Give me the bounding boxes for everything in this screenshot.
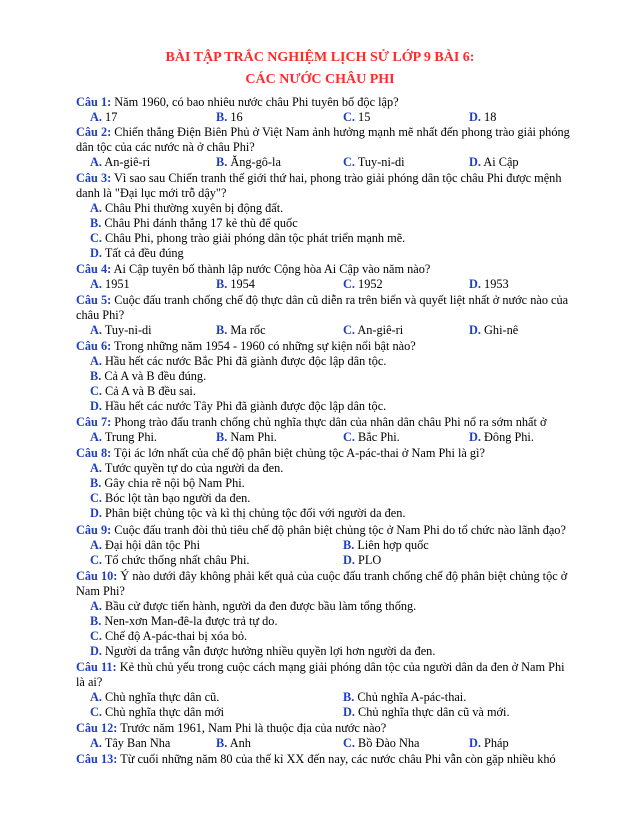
option-a: A. 1951	[90, 277, 130, 291]
question-text-cont: là ai?	[76, 675, 103, 689]
question-text-cont: danh là "Đại lục mới trỗ dậy"?	[76, 186, 227, 200]
option-d: D. Ghi-nê	[469, 323, 519, 337]
option-a: A. 17	[90, 110, 118, 124]
question-number: Câu 1:	[76, 95, 112, 109]
option-c: C. 15	[343, 110, 371, 124]
question-text: Trong những năm 1954 - 1960 có những sự kiện nổi bật nào?	[114, 339, 416, 353]
question-number: Câu 5:	[76, 293, 112, 307]
option-d: D. 1953	[469, 277, 509, 291]
question-13	[76, 751, 556, 767]
option-a: A. Châu Phi thường xuyên bị động đất.	[90, 201, 284, 215]
option-d: D. Ai Cập	[469, 155, 519, 169]
question-text: Năm 1960, có bao nhiêu nước châu Phi tuyên bố độc lập?	[114, 95, 399, 109]
option-b: B. Liên hợp quốc	[343, 538, 429, 552]
question-number: Câu 10:	[76, 569, 118, 583]
option-d: D. Tất cả đều đúng	[90, 246, 184, 260]
option-a: A. Trung Phi.	[90, 430, 157, 444]
option-b: B. Ăng-gô-la	[216, 155, 281, 169]
option-a: A. An-giê-ri	[90, 155, 151, 169]
question-5	[76, 292, 568, 308]
option-b: B. Ma rốc	[216, 323, 266, 337]
question-10	[76, 568, 567, 584]
option-c: C. Chế độ A-pác-thai bị xóa bỏ.	[90, 629, 248, 643]
question-number: Câu 6:	[76, 339, 112, 353]
question-number: Câu 2:	[76, 125, 112, 139]
option-a: A. Tước quyền tự do của người da đen.	[90, 461, 284, 475]
question-number: Câu 11:	[76, 660, 117, 674]
question-text: Ai Cập tuyên bố thành lập nước Cộng hòa Ai Cập vào năm nào?	[113, 262, 431, 276]
question-text: Tội ác lớn nhất của chế độ phân biệt chủng tộc A-pác-thai ở Nam Phi là gì?	[114, 446, 485, 460]
option-c: C. 1952	[343, 277, 383, 291]
option-c: C. Bồ Đào Nha	[343, 736, 420, 750]
option-a: A. Tuy-ni-di	[90, 323, 152, 337]
question-4	[76, 261, 430, 277]
question-6	[76, 338, 416, 354]
question-text-cont: Nam Phi?	[76, 584, 125, 598]
option-b: B. Cả A và B đều đúng.	[90, 369, 207, 383]
option-b: B. Châu Phi đánh thắng 17 kẻ thù để quốc	[90, 216, 298, 230]
question-number: Câu 4:	[76, 262, 112, 276]
option-c: C. Chủ nghĩa thực dân mới	[90, 705, 225, 719]
option-a: A. Chủ nghĩa thực dân cũ.	[90, 690, 220, 704]
option-a: A. Đại hội dân tộc Phi	[90, 538, 200, 552]
option-d: D. Pháp	[469, 736, 509, 750]
question-number: Câu 9:	[76, 523, 112, 537]
question-7	[76, 414, 546, 430]
option-b: B. Nam Phi.	[216, 430, 277, 444]
question-number: Câu 8:	[76, 446, 112, 460]
question-text: Ý nào dưới đây không phải kết quả của cuộc đấu tranh chống chế độ phân biệt chủng tộc ở	[120, 569, 568, 583]
option-c: C. Bắc Phi.	[343, 430, 400, 444]
question-number: Câu 7:	[76, 415, 112, 429]
question-text: Chiến thắng Điện Biên Phủ ở Việt Nam ảnh hưởng mạnh mẽ nhất đến phong trào giải phóng	[114, 125, 570, 139]
document-subtitle: CÁC NƯỚC CHÂU PHI	[245, 72, 395, 87]
option-d: D. Đông Phi.	[469, 430, 534, 444]
question-12	[76, 720, 386, 736]
option-a: A. Bầu cử được tiến hành, người da đen được bầu làm tổng thống.	[90, 599, 417, 613]
question-2	[76, 124, 570, 140]
option-c: C. An-giê-ri	[343, 323, 404, 337]
option-d: D. 18	[469, 110, 497, 124]
option-d: D. Hầu hết các nước Tây Phi đã giành được độc lập dân tộc.	[90, 399, 387, 413]
question-1	[76, 94, 399, 110]
option-d: D. Chủ nghĩa thực dân cũ và mới.	[343, 705, 510, 719]
question-text: Từ cuối những năm 80 của thế kỉ XX đến nay, các nước châu Phi vẫn còn gặp nhiều khó	[120, 752, 556, 766]
question-9	[76, 522, 566, 538]
option-c: C. Cả A và B đều sai.	[90, 384, 196, 398]
option-b: B. Chủ nghĩa A-pác-thai.	[343, 690, 467, 704]
question-text: Cuộc đấu tranh đòi thủ tiêu chế độ phân biệt chủng tộc ở Nam Phi do tổ chức nào lãnh đạo?	[114, 523, 566, 537]
option-b: B. 1954	[216, 277, 255, 291]
option-c: C. Tổ chức thống nhất châu Phi.	[90, 553, 250, 567]
option-b: B. Gây chia rẽ nội bộ Nam Phi.	[90, 476, 245, 490]
question-text-cont: dân tộc của các nước nà ở châu Phi?	[76, 140, 255, 154]
question-text: Phong trào đấu tranh chống chủ nghĩa thực dân của nhân dân châu Phi nổ ra sớm nhất ở	[114, 415, 547, 429]
question-text: Trước năm 1961, Nam Phi là thuộc địa của nước nào?	[120, 721, 387, 735]
option-a: A. Tây Ban Nha	[90, 736, 171, 750]
question-11	[76, 659, 565, 675]
question-number: Câu 3:	[76, 171, 112, 185]
option-d: D. Người da trắng vẫn được hưởng nhiều quyền lợi hơn người da đen.	[90, 644, 436, 658]
option-b: B. Anh	[216, 736, 251, 750]
option-d: D. Phân biệt chủng tộc và kì thị chủng tộc đối với người da đen.	[90, 506, 406, 520]
question-8	[76, 445, 485, 461]
option-d: D. PLO	[343, 553, 382, 567]
question-text: Vì sao sau Chiến tranh thế giới thứ hai, phong trào giải phóng dân tộc châu Phi được mệnh	[114, 171, 562, 185]
option-a: A. Hầu hết các nước Bắc Phi đã giành được độc lập dân tộc.	[90, 354, 387, 368]
option-c: C. Tuy-ni-di	[343, 155, 405, 169]
question-number: Câu 12:	[76, 721, 118, 735]
option-c: C. Bóc lột tàn bạo người da đen.	[90, 491, 251, 505]
document-title: BÀI TẬP TRẮC NGHIỆM LỊCH SỬ LỚP 9 BÀI 6:	[165, 50, 475, 65]
question-number: Câu 13:	[76, 752, 118, 766]
question-text: Cuộc đấu tranh chống chế độ thực dân cũ diễn ra trên biển và quyết liệt nhất ở nước nào của	[114, 293, 569, 307]
option-c: C. Châu Phi, phong trào giải phóng dân tộc phát triển mạnh mẽ.	[90, 231, 406, 245]
question-text: Kẻ thù chủ yếu trong cuộc cách mạng giải phóng dân tộc của người dân da đen ở Nam Phi	[119, 660, 565, 674]
option-b: B. 16	[216, 110, 243, 124]
option-b: B. Nen-xơn Man-đê-la được trả tự do.	[90, 614, 278, 628]
question-3	[76, 170, 561, 186]
question-text-cont: châu Phi?	[76, 308, 125, 322]
